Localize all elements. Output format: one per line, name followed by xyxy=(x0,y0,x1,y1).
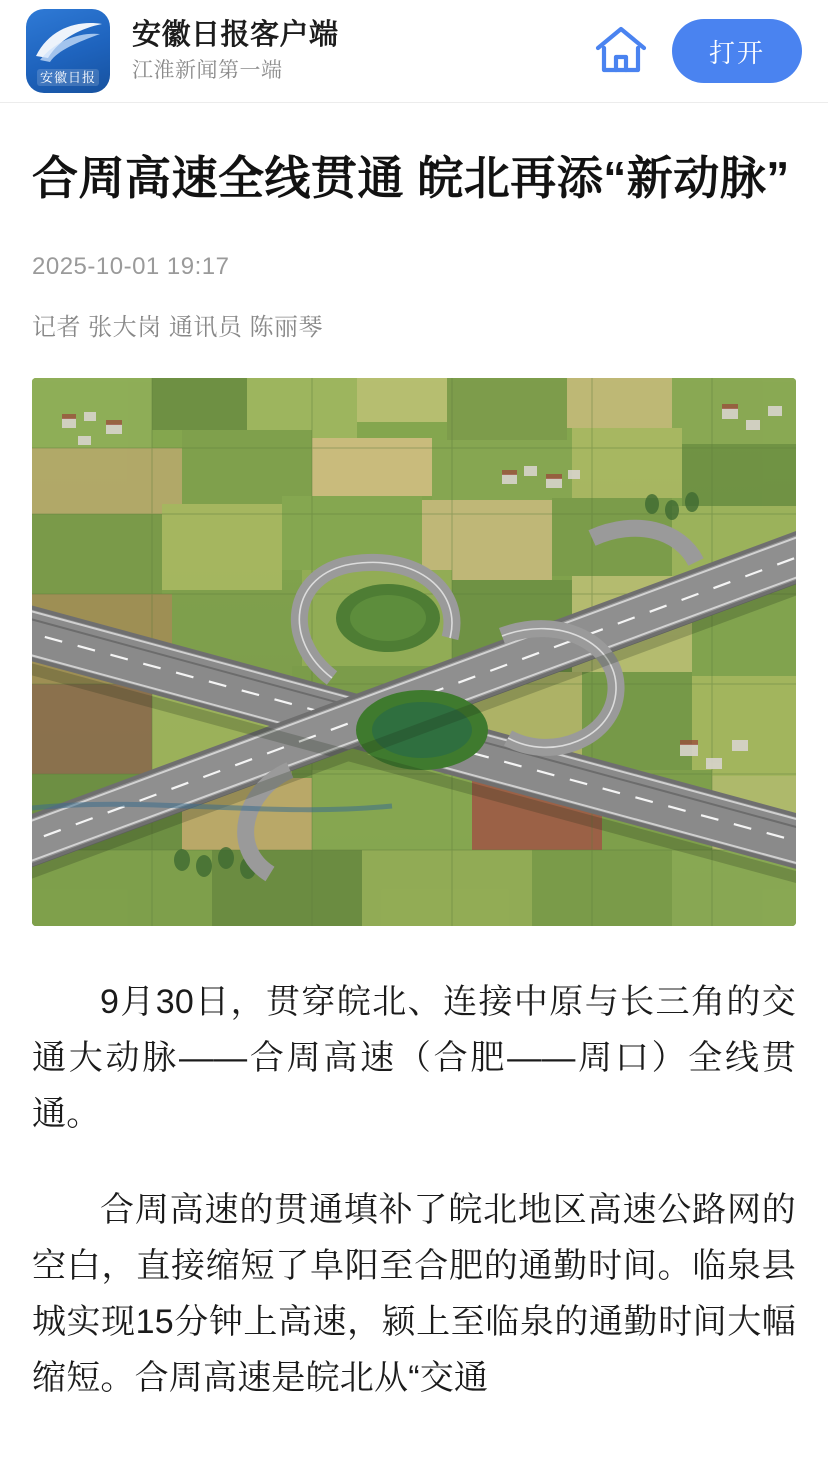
aerial-interchange-illustration xyxy=(32,378,796,926)
app-promo-bar xyxy=(0,0,828,103)
app-name: 安徽日报客户端 xyxy=(132,19,339,51)
app-logo-text: 安徽日报 xyxy=(37,69,99,86)
home-button[interactable] xyxy=(590,20,652,82)
article-hero-image xyxy=(32,378,796,926)
logo-swoosh-icon xyxy=(26,18,110,66)
home-icon xyxy=(592,24,650,78)
article-paragraph-2: 合周高速的贯通填补了皖北地区高速公路网的空白，直接缩短了阜阳至合肥的通勤时间。临泉县城实现15分钟上高速，颍上至临泉的通勤时间大幅缩短。合周高速是皖北从“交通 xyxy=(32,1191,796,1397)
article-container xyxy=(0,145,828,1406)
app-logo xyxy=(26,9,110,93)
article-byline: 记者 张大岗 通讯员 陈丽琴 xyxy=(32,314,324,341)
article-headline: 合周高速全线贯通 皖北再添“新动脉” xyxy=(32,152,790,204)
publish-time: 2025-10-01 19:17 xyxy=(32,253,230,280)
article-paragraph-1: 9月30日，贯穿皖北、连接中原与长三角的交通大动脉——合周高速（合肥——周口）全线贯通。 xyxy=(32,983,796,1133)
app-slogan: 江淮新闻第一端 xyxy=(132,59,283,82)
app-meta xyxy=(132,16,590,86)
open-app-button[interactable]: 打开 xyxy=(672,19,802,83)
